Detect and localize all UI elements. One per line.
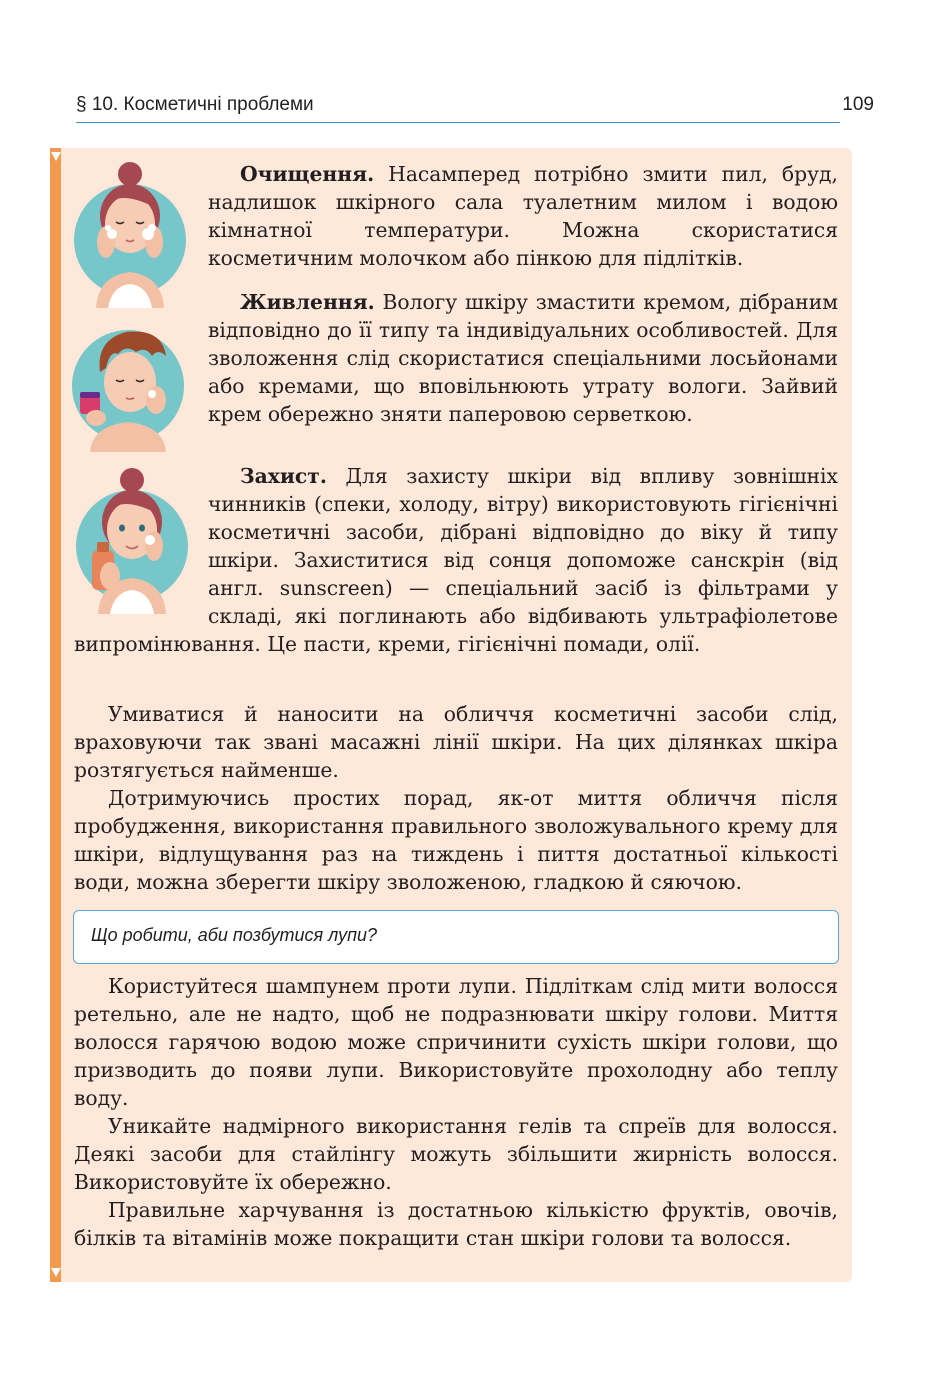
question-text: Що робити, аби позбутися лупи? — [91, 925, 378, 945]
section-text: Вологу шкіру змастити кремом, дібраним відповідно до її типу та індивідуальних особливостей. Для зволоження слід скористатися спеціальними лосьйонами або кремами, що вповільнюють утрату вологи. Зайвий крем обережно зняти паперовою серветкою. — [208, 290, 838, 426]
section-nutrition — [208, 288, 838, 428]
section-text: Для захисту шкіри від впливу зовнішніх чинників (спеки, холоду, вітру) використовують гігієнічні косметичні засоби, дібрані відповідно до віку й типу шкіри. Захиститися від сонця допоможе санскрін (від англ. sunscreen) — спеціальний засіб із фільтрами у складі, які поглинають або відбивають ультрафіолетове випромінювання. Це пасти, креми, гігієнічні помади, олії. — [74, 464, 838, 656]
paragraph-simple-tips: Дотримуючись простих порад, як-от миття обличчя після пробудження, використання правильного зволожувального крему для шкіри, відлущування раз на тиждень і пиття достатньої кількості води, можна зберегти шкіру зволоженою, гладкою й сяючою. — [74, 786, 838, 894]
section-heading: Живлення. — [240, 290, 375, 314]
answer-paragraph-3: Правильне харчування із достатньою кількістю фруктів, овочів, білків та вітамінів може покращити стан шкіри голови та волосся. — [74, 1198, 838, 1250]
answer-paragraph-1: Користуйтеся шампунем проти лупи. Підліткам слід мити волосся ретельно, але не надто, щоб не подразнювати шкіру голови. Миття волосся гарячою водою може спричинити сухість шкіри голови, що призводить до появи лупи. Використовуйте прохолодну або теплу воду. — [74, 974, 838, 1110]
page-number: 109 — [842, 94, 874, 115]
chapter-title: § 10. Косметичні проблеми — [76, 94, 314, 115]
section-protection — [74, 462, 838, 658]
section-text: Насамперед потрібно змити пил, бруд, надлишок шкірного сала туалетним милом і водою кімнатної температури. Можна скористатися косметичним молочком або пінкою для підлітків. — [208, 162, 838, 270]
stripe-marker-bottom-icon — [51, 1268, 61, 1277]
girl-washing-face-icon — [68, 158, 192, 308]
stripe-marker-top-icon — [51, 152, 61, 161]
question-box — [73, 910, 839, 964]
section-heading: Очищення. — [240, 162, 375, 186]
boy-applying-cream-icon — [66, 322, 192, 452]
section-cleansing — [208, 160, 838, 272]
answer-paragraph-2: Уникайте надмірного використання гелів та спреїв для волосся. Деякі засоби для стайлінгу можуть збільшити жирність волосся. Використовуйте їх обережно. — [74, 1114, 838, 1194]
panel-stripe — [50, 148, 61, 1282]
paragraph-massage-lines: Умиватися й наносити на обличчя косметичні засоби слід, враховуючи так звані масажні лінії шкіри. На цих ділянках шкіра розтягується найменше. — [74, 702, 838, 782]
running-header — [76, 94, 840, 123]
section-heading: Захист. — [240, 464, 327, 488]
